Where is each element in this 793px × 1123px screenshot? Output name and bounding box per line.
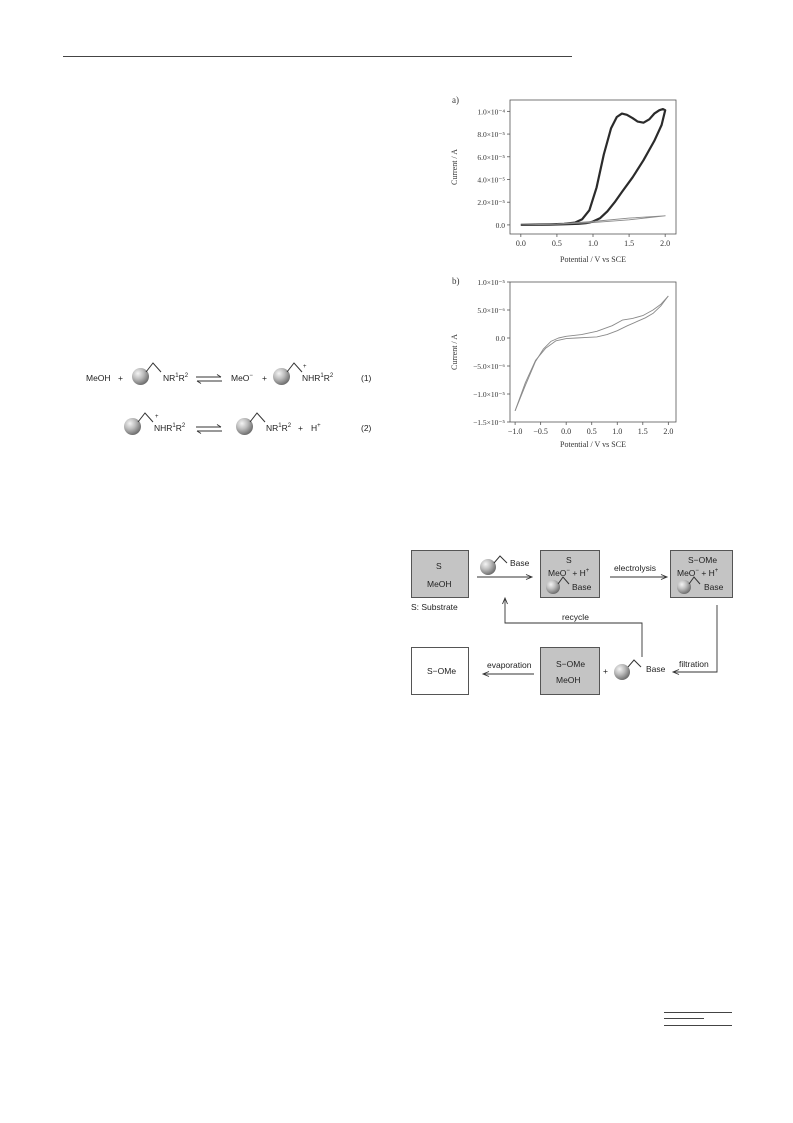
eq2-linker-b	[249, 410, 269, 424]
chart-a-ylabel: Current / A	[450, 149, 459, 185]
box4-line2: MeOH	[556, 675, 581, 685]
eq1-methoxide: MeO−	[231, 373, 253, 383]
y-tick-label: 1.0×10⁻⁵	[477, 278, 505, 287]
y-tick-label: −1.5×10⁻⁵	[473, 418, 505, 427]
y-tick-label: −5.0×10⁻⁶	[473, 362, 505, 371]
series-line-1	[521, 109, 665, 225]
x-tick-label: 0.0	[561, 427, 572, 436]
eq1-plus-b: +	[262, 373, 267, 383]
eq1-linker-a	[145, 360, 165, 374]
box3-line2: MeO− + H+	[677, 568, 719, 578]
free-base-linker	[627, 657, 645, 669]
footnote-rule-1	[664, 1012, 732, 1013]
y-tick-label: 0.0	[495, 334, 505, 343]
arrow-add-base	[475, 573, 535, 581]
electrolysis-label: electrolysis	[614, 563, 657, 573]
arrow-electrolysis	[608, 573, 670, 581]
product-label: S−OMe	[427, 666, 457, 676]
series-line-2	[515, 296, 668, 411]
y-tick-label: 1.0×10⁻⁴	[477, 107, 505, 117]
scheme-base-label-1: Base	[510, 558, 530, 568]
footnote-rule-3	[664, 1025, 732, 1026]
y-tick-label: 2.0×10⁻⁵	[477, 198, 505, 208]
chart-a-frame	[510, 100, 676, 234]
eq1-ammonium: $NHR^1R^2$	[302, 373, 334, 383]
box2-line1: S	[566, 555, 572, 565]
eq1-amine: $NR^1R^2$	[163, 373, 189, 383]
chart-b-xlabel: Potential / V vs SCE	[560, 440, 626, 449]
y-tick-label: 6.0×10⁻⁵	[477, 152, 505, 162]
chart-a-panel-label: a)	[452, 95, 459, 105]
box1-line1: S	[436, 561, 442, 571]
box3-linker	[688, 575, 704, 586]
chart-b-panel-label: b)	[452, 276, 460, 286]
eq1-ammonium-charge: +	[303, 364, 307, 370]
cyclic-voltammogram-a	[440, 88, 700, 270]
box-substrate-methanol	[411, 550, 469, 598]
x-tick-label: −0.5	[533, 427, 548, 436]
eq2-proton: H+	[311, 423, 321, 433]
chart-a-series	[521, 109, 665, 225]
eq1-equilibrium-arrows	[195, 374, 223, 384]
eq1-number: (1)	[361, 373, 372, 383]
header-rule	[63, 56, 572, 57]
eq2-plus: +	[298, 423, 303, 433]
box1-line2: MeOH	[427, 579, 452, 589]
substrate-note: S: Substrate	[411, 602, 458, 612]
x-tick-label: 0.0	[515, 239, 526, 248]
chart-a-y-ticks	[477, 107, 510, 230]
box2-line2: MeO− + H+	[548, 568, 590, 578]
eq2-ammonium-charge: +	[155, 414, 159, 420]
cyclic-voltammogram-b	[440, 272, 700, 452]
chart-a-xlabel: Potential / V vs SCE	[560, 255, 626, 264]
box3-base: Base	[704, 582, 724, 592]
eq2-ammonium: $NHR^1R^2$	[154, 423, 186, 433]
chart-b-frame	[510, 282, 676, 422]
eq1-plus-a: +	[118, 373, 123, 383]
x-tick-label: 2.0	[663, 427, 674, 436]
chart-b-y-ticks	[473, 278, 510, 427]
scheme-linker-1	[493, 553, 511, 565]
chart-b-x-ticks	[508, 422, 673, 436]
eq2-equilibrium-arrows	[195, 424, 223, 434]
arrow-evaporation	[480, 670, 536, 678]
box-product-methanol	[540, 647, 600, 695]
footnote-rule-2	[664, 1018, 704, 1019]
recycle-label: recycle	[562, 612, 589, 622]
eq2-number: (2)	[361, 423, 372, 433]
eq2-amine: $NR^1R^2$	[266, 423, 292, 433]
evaporation-label: evaporation	[487, 660, 532, 670]
chart-b-series	[515, 296, 668, 411]
box2-base: Base	[572, 582, 592, 592]
x-tick-label: 1.5	[624, 239, 635, 248]
y-tick-label: 5.0×10⁻⁶	[477, 306, 505, 315]
free-base-plus: +	[603, 666, 608, 676]
x-tick-label: −1.0	[507, 427, 523, 436]
x-tick-label: 0.5	[586, 427, 597, 436]
eq1-methanol: MeOH	[86, 373, 111, 383]
free-base-label: Base	[646, 664, 666, 674]
x-tick-label: 1.0	[588, 239, 598, 248]
y-tick-label: 4.0×10⁻⁵	[477, 175, 505, 185]
y-tick-label: −1.0×10⁻⁵	[473, 390, 505, 399]
box2-linker	[557, 575, 573, 586]
y-tick-label: 8.0×10⁻⁵	[477, 130, 505, 140]
x-tick-label: 1.0	[612, 427, 623, 436]
x-tick-label: 2.0	[660, 239, 671, 248]
series-line-1	[515, 296, 668, 411]
filtration-label: filtration	[679, 659, 709, 669]
y-tick-label: 0.0	[495, 220, 505, 230]
x-tick-label: 0.5	[551, 239, 562, 248]
x-tick-label: 1.5	[637, 427, 648, 436]
chart-a-x-ticks	[516, 234, 670, 248]
box4-line1: S−OMe	[556, 659, 586, 669]
eq2-linker-a	[137, 410, 157, 424]
chart-b-ylabel: Current / A	[450, 334, 459, 370]
box3-line1: S−OMe	[688, 555, 718, 565]
